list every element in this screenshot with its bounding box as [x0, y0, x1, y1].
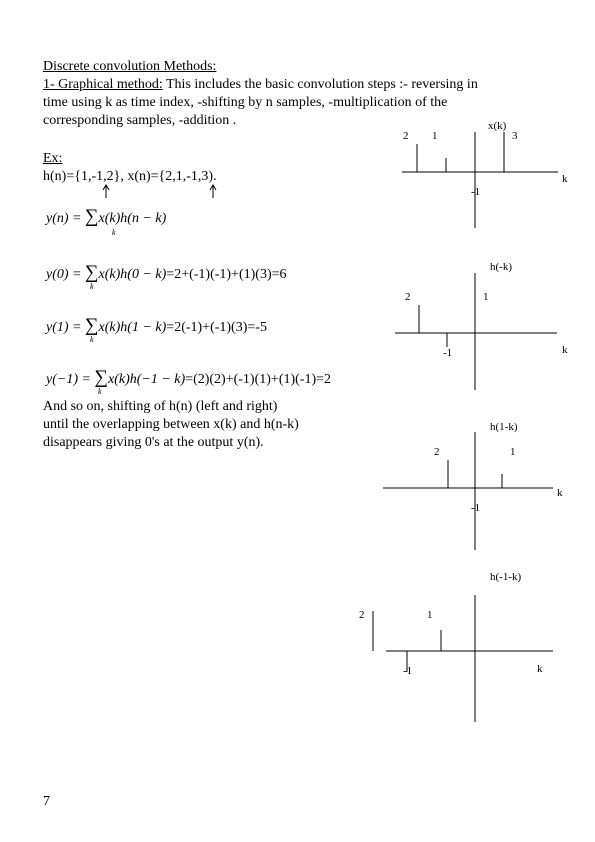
eq-general-sub: k — [112, 228, 116, 237]
sigma-symbol: ∑ — [85, 206, 99, 227]
intro-line-1-rest: This includes the basic convolution steps :- reversing in — [162, 77, 478, 92]
plot-title: h(1-k) — [490, 421, 518, 433]
eq-y1-body: x(k)h(1 − k) — [98, 320, 167, 335]
eq-ym1-body: x(k)h(−1 − k) — [107, 372, 186, 387]
eq-y1-rhs: =2(-1)+(-1)(3)=-5 — [166, 320, 267, 335]
eq-general-lhs: y(n) = — [46, 211, 85, 226]
closing-line-3: disappears giving 0's at the output y(n). — [43, 435, 264, 450]
eq-ym1-sub: k — [98, 387, 102, 396]
plot-title: h(-1-k) — [490, 571, 522, 583]
eq-ym1-lhs: y(−1) = — [46, 372, 95, 387]
eq-ym1-rhs: =(2)(2)+(-1)(1)+(1)(-1)=2 — [185, 372, 332, 387]
axis-label-k: k — [562, 173, 568, 185]
stem-value-label: 1 — [510, 446, 516, 458]
stem-value-label: -1 — [471, 186, 481, 198]
stem-value-label: 1 — [483, 291, 489, 303]
sigma-symbol: ∑ — [85, 315, 99, 336]
stem-value-label: 2 — [359, 609, 365, 621]
method-label: 1- Graphical method: — [43, 77, 163, 92]
eq-y1-sub: k — [90, 335, 94, 344]
plot-title: x(k) — [488, 120, 507, 132]
stem-value-label: -1 — [403, 665, 413, 677]
stem-value-label: -1 — [471, 502, 481, 514]
example-label: Ex: — [43, 151, 63, 166]
axis-label-k: k — [557, 487, 563, 499]
stem-value-label: 2 — [434, 446, 440, 458]
sigma-symbol: ∑ — [94, 367, 108, 388]
heading: Discrete convolution Methods: — [43, 59, 217, 74]
stem-value-label: 3 — [512, 130, 518, 142]
stem-value-label: 2 — [405, 291, 411, 303]
axis-label-k: k — [537, 663, 543, 675]
eq-y0-lhs: y(0) = — [46, 267, 85, 282]
closing-line-2: until the overlapping between x(k) and h(n-k) — [43, 417, 299, 432]
example-sequences: h(n)={1,-1,2}, x(n)={2,1,-1,3). — [43, 169, 217, 184]
stem-value-label: -1 — [443, 347, 453, 359]
eq-y1-lhs: y(1) = — [46, 320, 85, 335]
eq-y0-rhs: =2+(-1)(-1)+(1)(3)=6 — [166, 267, 287, 282]
stem-value-label: 2 — [403, 130, 409, 142]
stem-value-label: 1 — [427, 609, 433, 621]
page-number: 7 — [43, 794, 50, 809]
intro-line-2: time using k as time index, -shifting by n samples, -multiplication of the — [43, 95, 448, 110]
eq-general-body: x(k)h(n − k) — [98, 211, 167, 226]
eq-y0-body: x(k)h(0 − k) — [98, 267, 167, 282]
intro-line-3: corresponding samples, -addition . — [43, 113, 237, 128]
stem-value-label: 1 — [432, 130, 438, 142]
closing-line-1: And so on, shifting of h(n) (left and right) — [43, 399, 278, 414]
axis-label-k: k — [562, 344, 568, 356]
eq-y0-sub: k — [90, 282, 94, 291]
plot-title: h(-k) — [490, 261, 512, 273]
sigma-symbol: ∑ — [85, 262, 99, 283]
